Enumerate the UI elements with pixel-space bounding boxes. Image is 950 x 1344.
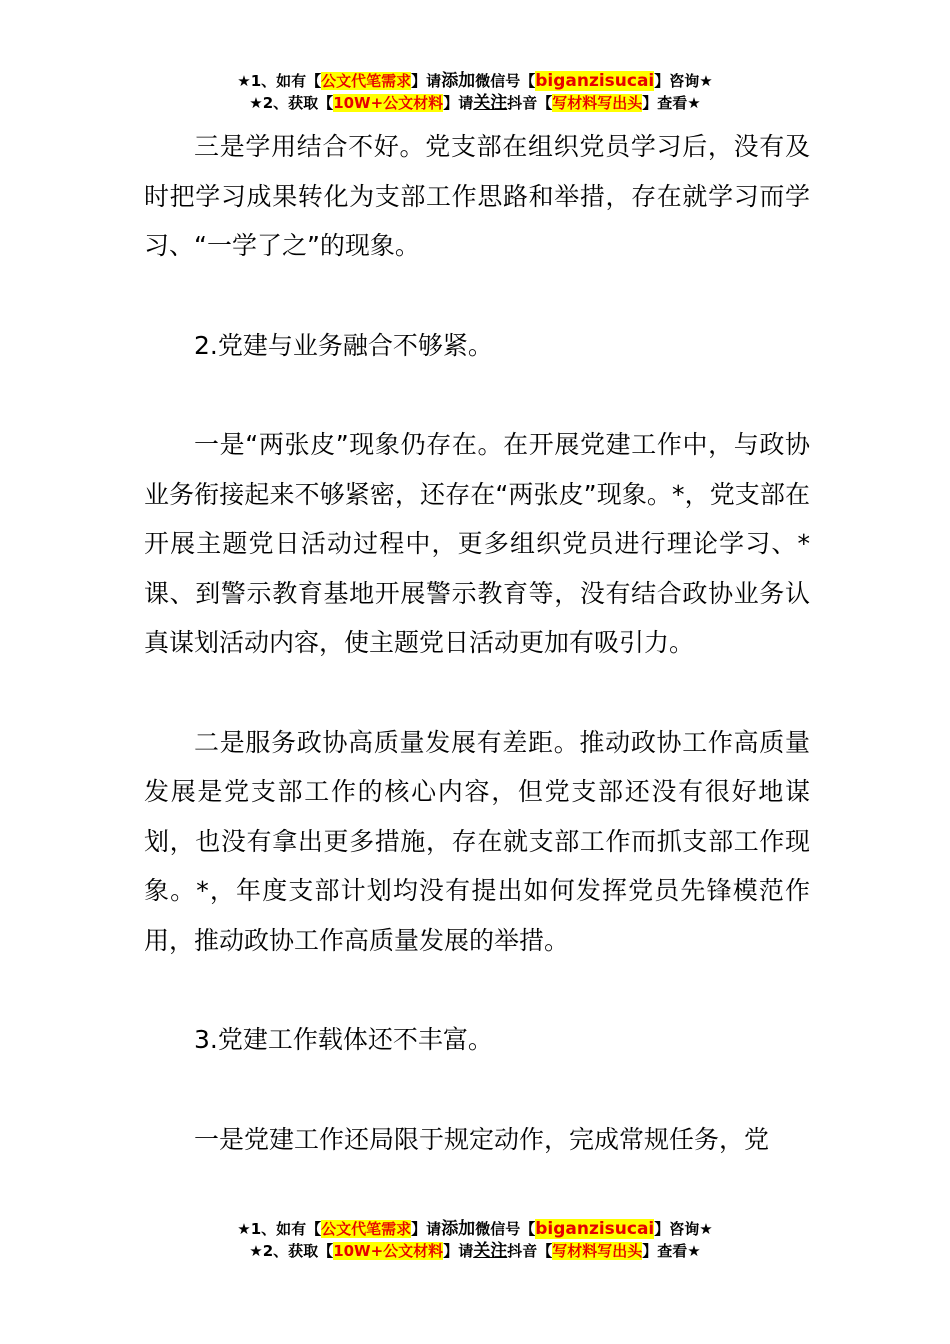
banner-text: 1、如有【	[250, 1220, 322, 1238]
highlight-service: 公文代笔需求	[321, 1220, 412, 1238]
highlight-service: 公文代笔需求	[321, 72, 412, 90]
highlight-wechat-id: biganzisucai	[535, 1219, 655, 1239]
banner-text: 】请	[411, 1220, 442, 1238]
banner-line-1	[0, 70, 950, 92]
banner-text: 微信号【	[475, 72, 536, 90]
highlight-douyin: 写材料写出头	[552, 1242, 643, 1260]
banner-emphasis: 关注	[473, 93, 508, 113]
banner-text: 抖音【	[507, 1242, 553, 1260]
section-heading: 2.党建与业务融合不够紧。	[194, 330, 493, 360]
highlight-materials: 10W+公文材料	[333, 94, 444, 112]
document-body	[144, 122, 810, 1164]
paragraph: 三是学用结合不好。党支部在组织党员学习后，没有及时把学习成果转化为支部工作思路和举措，存在就学习而学习、“一学了之”的现象。	[144, 132, 810, 260]
banner-emphasis: 关注	[473, 1241, 508, 1261]
star-icon: ★	[249, 94, 263, 112]
highlight-materials: 10W+公文材料	[333, 1242, 444, 1260]
highlight-wechat-id: biganzisucai	[535, 71, 655, 91]
paragraph: 一是党建工作还局限于规定动作，完成常规任务，党	[194, 1124, 770, 1154]
banner-text: 】查看★	[642, 1242, 701, 1260]
banner-text: 】请	[411, 72, 442, 90]
paragraph: 一是“两张皮”现象仍存在。在开展党建工作中，与政协业务衔接起来不够紧密，还存在“两张皮”现象。*，党支部在开展主题党日活动过程中，更多组织党员进行理论学习、*课、到警示教育基地开展警示教育等，没有结合政协业务认真谋划活动内容，使主题党日活动更加有吸引力。	[144, 430, 810, 657]
banner-emphasis: 添加	[441, 1219, 476, 1239]
header-banner	[0, 70, 950, 114]
banner-line-2	[0, 92, 950, 114]
banner-text: 2、获取【	[262, 94, 334, 112]
banner-line-2	[0, 1240, 950, 1262]
star-icon: ★	[237, 1220, 251, 1238]
banner-text: 】咨询★	[654, 72, 713, 90]
banner-line-1	[0, 1218, 950, 1240]
banner-text: 】请	[443, 94, 474, 112]
banner-emphasis: 添加	[441, 71, 476, 91]
banner-text: 1、如有【	[250, 72, 322, 90]
banner-text: 】咨询★	[654, 1220, 713, 1238]
banner-text: 抖音【	[507, 94, 553, 112]
paragraph: 二是服务政协高质量发展有差距。推动政协工作高质量发展是党支部工作的核心内容，但党支部还没有很好地谋划，也没有拿出更多措施，存在就支部工作而抓支部工作现象。*，年度支部计划均没有提出如何发挥党员先锋模范作用，推动政协工作高质量发展的举措。	[144, 727, 810, 955]
highlight-douyin: 写材料写出头	[552, 94, 643, 112]
star-icon: ★	[249, 1242, 263, 1260]
section-heading: 3.党建工作载体还不丰富。	[194, 1025, 493, 1054]
star-icon: ★	[237, 72, 251, 90]
banner-text: 】查看★	[642, 94, 701, 112]
banner-text: 微信号【	[475, 1220, 536, 1238]
footer-banner	[0, 1218, 950, 1262]
banner-text: 2、获取【	[262, 1242, 334, 1260]
banner-text: 】请	[443, 1242, 474, 1260]
